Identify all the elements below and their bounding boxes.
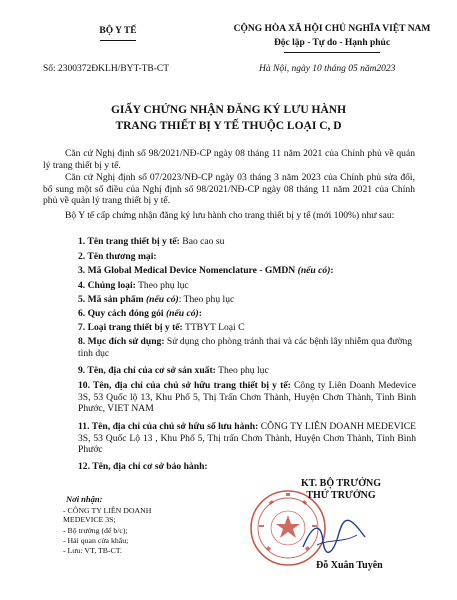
motto-underline [284,52,380,53]
item-registration-holder: 11. Tên, địa chỉ của chủ sở hữu số lưu hành: CÔNG TY LIÊN DOANH MEDEVICE 3S, 53 Quốc Lộ 13 , Khu Phố 5, Thị trấn Chơn Thành, Huyện Chơn Thành, Tỉnh Bình Phước [78,421,416,455]
document-number: Số: 2300372ĐKLH/BYT-TB-CT [43,64,170,74]
item-packaging: 6. Quy cách đóng gói (nếu có): [78,308,202,319]
signature-title-line2: THỨ TRƯỞNG [306,490,376,501]
seal-star-icon [276,515,300,538]
ministry-name: BỘ Y TẾ [99,26,137,36]
recipient-item: - Bộ trưởng (để b/c); [63,526,128,535]
item-device-class: 7. Loại trang thiết bị y tế: TTBYT Loại C [78,322,245,333]
recipient-item: - Hải quan cửa khẩu; [63,536,129,545]
legal-basis-1 [43,148,415,171]
item-manufacturer: 9. Tên, địa chỉ của cơ sở sản xuất: Theo phụ lục [78,365,269,376]
item-device-owner: 10. Tên, địa chỉ của chủ sở hữu trang thiết bị y tế: Công ty Liên Doanh Medevice 3S, 53 Quốc lộ 13, Khu Phố 5, Thị Trấn Chơn Thành, Huyện Chơn Thành, Tỉnh Bình Phước, VIET NAM [78,380,416,414]
recipient-item: - Lưu: VT, TB-CT. [63,546,122,555]
handwritten-signature [299,517,369,557]
document-title-line2: TRANG THIẾT BỊ Y TẾ THUỘC LOẠI C, D [115,120,342,132]
ministry-underline [100,40,136,41]
item-intended-use: 8. Mục đích sử dụng: Sử dụng cho phòng tránh thai và các bệnh lây nhiễm qua đường tình dục [78,336,413,359]
legal-basis-2 [43,172,415,207]
legal-basis-1-text: Căn cứ Nghị định số 98/2021/NĐ-CP ngày 08 tháng 11 năm 2021 của Chính phủ về quản lý trang thiết bị y tế. [43,148,415,171]
item-category: 4. Chủng loại: Theo phụ lục [78,280,189,291]
certification-intro-text: Bộ Y tế cấp chứng nhận đăng ký lưu hành cho trang thiết bị y tế (mới 100%) như sau: [65,210,395,221]
document-title-line1: GIẤY CHỨNG NHẬN ĐĂNG KÝ LƯU HÀNH [110,104,347,116]
item-product-code: 5. Mã sản phẩm (nếu có): Theo phụ lục [78,294,235,305]
recipient-item: - CÔNG TY LIÊN DOANH MEDEVICE 3S; [63,506,152,524]
national-motto: Độc lập - Tự do - Hạnh phúc [273,38,391,48]
place-and-date: Hà Nội, ngày 10 tháng 05 năm2023 [259,64,396,74]
recipients-title: Nơi nhận: [66,494,103,504]
item-gmdn-code: 3. Mã Global Medical Device Nomenclature - GMDN (nếu có): [78,265,334,276]
country-name: CỘNG HÒA XÃ HỘI CHỦ NGHĨA VIỆT NAM [233,24,431,34]
signature-title-line1: KT. BỘ TRƯỞNG [300,478,382,489]
signer-name: Đỗ Xuân Tuyên [316,560,383,571]
item-warranty-facility: 12. Tên, địa chỉ cơ sở bảo hành: [78,461,208,472]
item-device-name: 1. Tên trang thiết bị y tế: Bao cao su [78,236,225,247]
certification-intro [43,210,415,222]
item-trade-name: 2. Tên thương mại: [78,251,157,262]
legal-basis-2-text: Căn cứ Nghị định số 07/2023/NĐ-CP ngày 03 tháng 3 năm 2023 của Chính phủ sửa đổi, bổ sung một số điều của Nghị định số 98/2021/NĐ-CP ngày 08 tháng 11 năm 2021 của Chính phủ về quản lý trang thiết bị y tế. [43,172,415,206]
